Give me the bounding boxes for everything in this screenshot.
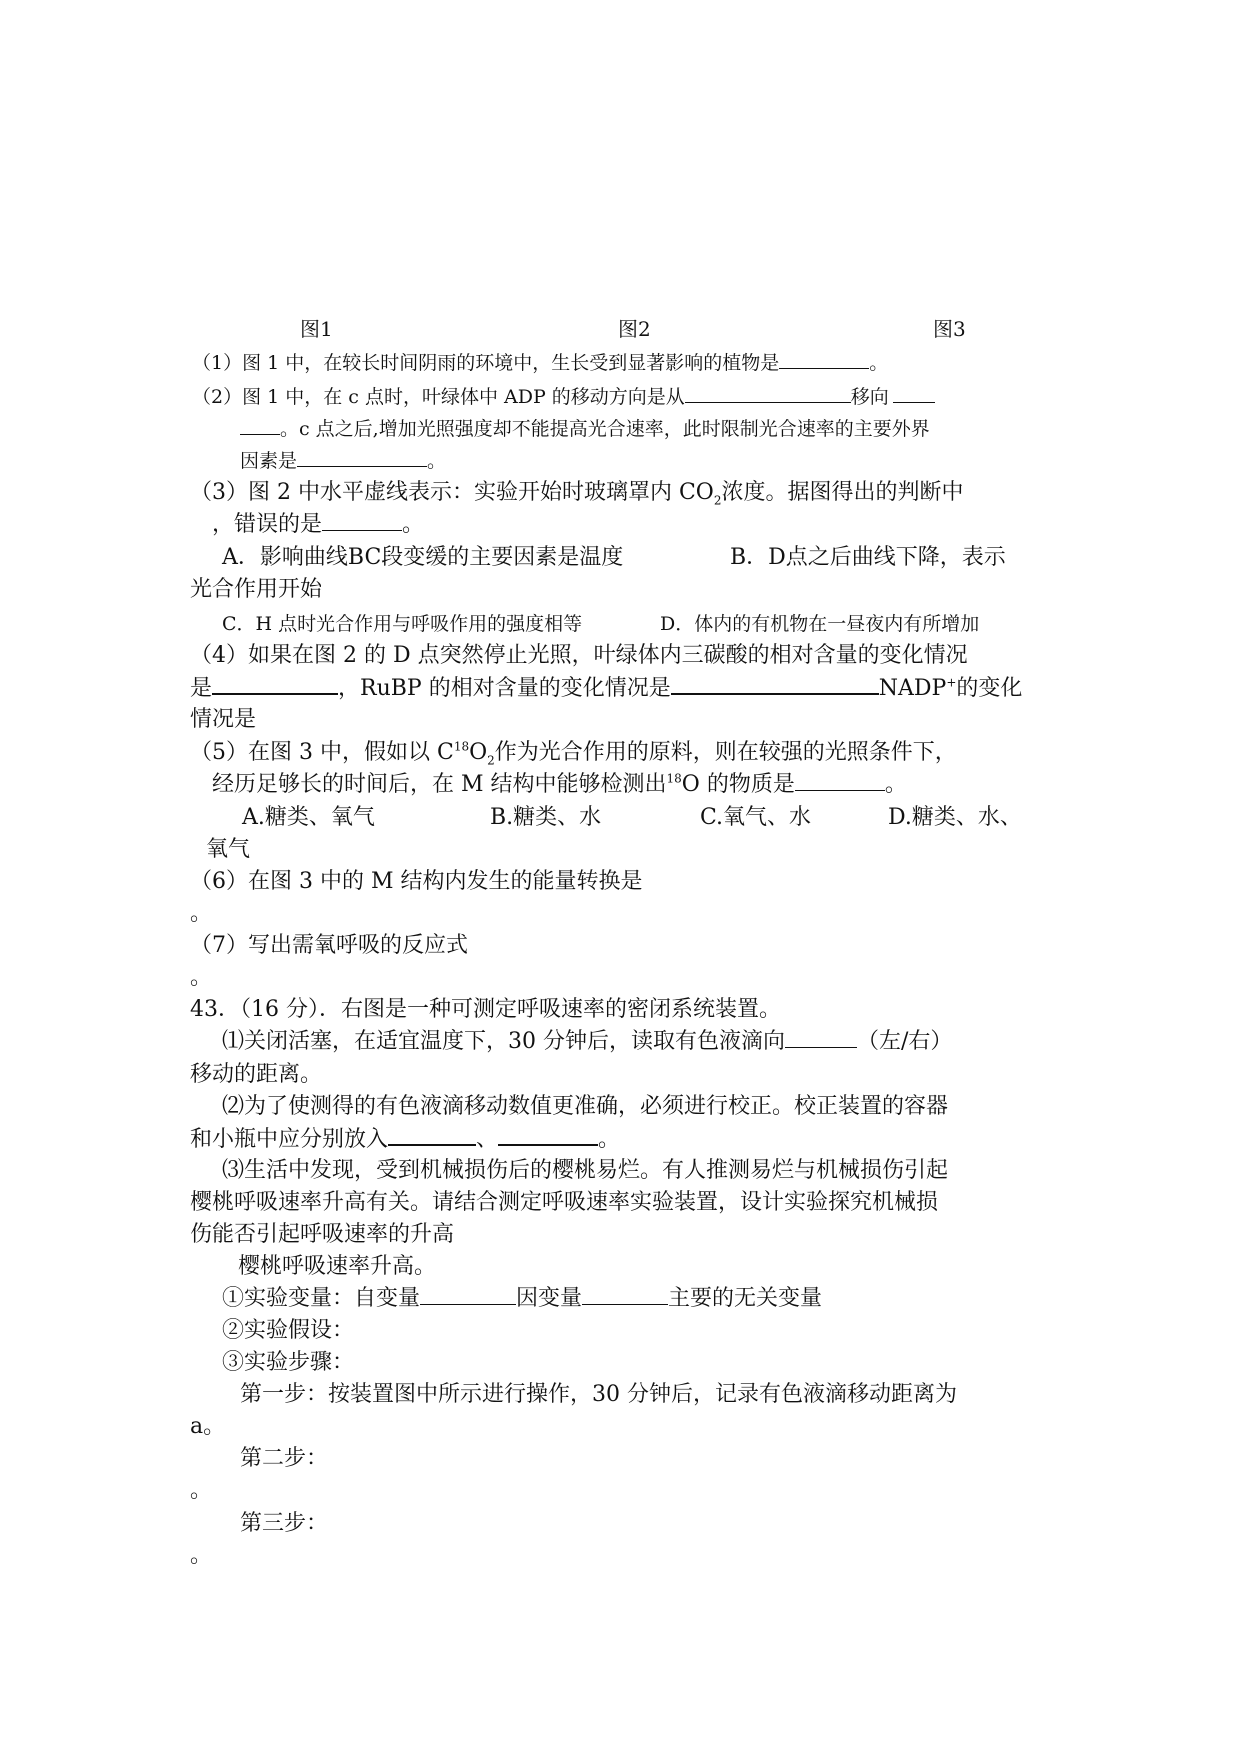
question-2-line-2 bbox=[240, 414, 930, 444]
q4-line2-d: 的变化 bbox=[956, 676, 1023, 701]
q5-option-a: A.糖类、氧气 bbox=[242, 805, 375, 830]
q3-option-c: C．H 点时光合作用与呼吸作用的强度相等 bbox=[222, 613, 583, 635]
q43-hypothesis: ②实验假设： bbox=[222, 1318, 355, 1343]
q43-part-1 bbox=[222, 1027, 952, 1057]
q5-option-c: C.氧气、水 bbox=[700, 805, 812, 830]
q43-p1-b: （左/右） bbox=[857, 1029, 953, 1054]
q43-p2-b: 和小瓶中应分别放入 bbox=[190, 1127, 389, 1152]
q43-v-b: 因变量 bbox=[516, 1286, 583, 1311]
q3-line1-b: 浓度。据图得出的判断中 bbox=[721, 480, 964, 505]
q2-line3-b: 。 bbox=[427, 450, 447, 472]
q5-line2-a: 经历足够长的时间后，在 M 结构中能够检测出 bbox=[212, 772, 667, 797]
q43-part-2: ⑵为了使测得的有色液滴移动数值更准确，必须进行校正。校正装置的容器 bbox=[222, 1094, 949, 1119]
q3-option-a: A．影响曲线BC段变缓的主要因素是温度 bbox=[222, 545, 624, 570]
q5-line1-a: （5）在图 3 中，假如以 C bbox=[190, 740, 454, 765]
q43-blank-dependent[interactable] bbox=[582, 1284, 668, 1305]
q2-blank-from[interactable] bbox=[685, 382, 851, 403]
question-5-line-2 bbox=[212, 770, 907, 800]
q3-option-b-cont: 光合作用开始 bbox=[190, 577, 323, 602]
q2-blank-to-b[interactable] bbox=[240, 414, 280, 435]
q4-blank-rubp[interactable] bbox=[671, 673, 879, 695]
q3-blank[interactable] bbox=[322, 510, 402, 531]
figure-2-label: 图2 bbox=[618, 317, 651, 341]
question-2-line-3 bbox=[240, 446, 446, 476]
q5-line2-b: O 的物质是 bbox=[681, 772, 795, 797]
q3-line1-sub: 2 bbox=[713, 493, 722, 508]
q5-option-d: D.糖类、水、 bbox=[888, 805, 1022, 830]
question-4-line-3: 情况是 bbox=[190, 707, 257, 732]
q3-option-d: D．体内的有机物在一昼夜内有所增加 bbox=[660, 613, 980, 635]
question-4-line-2 bbox=[190, 673, 1022, 704]
q5-line1-sup: 18 bbox=[453, 739, 470, 754]
q43-p2-c: 、 bbox=[476, 1127, 499, 1152]
q43-step-1-cont: a。 bbox=[190, 1414, 226, 1439]
q43-p2-d: 。 bbox=[598, 1127, 621, 1152]
question-2-line-1 bbox=[192, 382, 935, 412]
q2-line2-b: 。c 点之后,增加光照强度却不能提高光合速率，此时限制光合速率的主要外界 bbox=[280, 418, 930, 440]
figure-1-label: 图1 bbox=[300, 317, 333, 341]
question-5-line-1 bbox=[190, 738, 957, 768]
question-6: （6）在图 3 中的 M 结构内发生的能量转换是 bbox=[190, 869, 643, 894]
q43-v-a: ①实验变量：自变量 bbox=[222, 1286, 421, 1311]
q5-line1-sub: 2 bbox=[487, 753, 495, 768]
question-3-line-2 bbox=[212, 510, 424, 540]
q43-part-3-line-3: 伤能否引起呼吸速率的升高 bbox=[190, 1222, 455, 1247]
q1-blank[interactable] bbox=[779, 348, 869, 369]
q4-line2-a: 是 bbox=[190, 676, 213, 701]
q3-line2-a: ，错误的是 bbox=[212, 512, 323, 537]
q43-step-2-end: 。 bbox=[190, 1478, 213, 1503]
question-43-title: 43．（16 分）．右图是一种可测定呼吸速率的密闭系统装置。 bbox=[190, 997, 781, 1022]
q43-blank-direction[interactable] bbox=[785, 1027, 857, 1048]
q4-line2-c: NADP bbox=[878, 676, 947, 701]
q2-line3-a: 因素是 bbox=[240, 450, 298, 472]
q5-line2-sup: 18 bbox=[666, 771, 682, 786]
q5-blank[interactable] bbox=[795, 770, 885, 791]
question-7: （7）写出需氧呼吸的反应式 bbox=[190, 933, 468, 958]
question-4-line-1: （4）如果在图 2 的 D 点突然停止光照，叶绿体内三碳酸的相对含量的变化情况 bbox=[190, 643, 968, 668]
q4-line2-b: ，RuBP 的相对含量的变化情况是 bbox=[338, 676, 671, 701]
question-1 bbox=[192, 348, 888, 378]
q43-blank-independent[interactable] bbox=[420, 1284, 516, 1305]
q2-blank-factor[interactable] bbox=[297, 446, 427, 467]
q5-option-d-cont: 氧气 bbox=[206, 837, 251, 862]
q43-part-2-cont bbox=[190, 1124, 620, 1155]
q43-part-3-line-2: 樱桃呼吸速率升高有关。请结合测定呼吸速率实验装置，设计实验探究机械损 bbox=[190, 1190, 939, 1215]
q4-blank-c3[interactable] bbox=[212, 673, 338, 695]
q43-step-3: 第三步： bbox=[240, 1511, 329, 1536]
q2-line1-a: （2）图 1 中，在 c 点时，叶绿体中 ADP 的移动方向是从 bbox=[192, 386, 685, 408]
q3-line2-b: 。 bbox=[402, 512, 425, 537]
q43-part-3-line-1: ⑶生活中发现，受到机械损伤后的樱桃易烂。有人推测易烂与机械损伤引起 bbox=[222, 1158, 949, 1183]
q43-variables bbox=[222, 1284, 822, 1314]
q43-step-1: 第一步：按装置图中所示进行操作，30 分钟后，记录有色液滴移动距离为 bbox=[240, 1382, 957, 1407]
q5-line1-b: O bbox=[469, 740, 488, 765]
q5-option-b: B.糖类、水 bbox=[490, 805, 602, 830]
q3-line1-a: （3）图 2 中水平虚线表示：实验开始时玻璃罩内 CO bbox=[190, 480, 714, 505]
question-6-end: 。 bbox=[190, 901, 213, 926]
question-7-end: 。 bbox=[190, 965, 213, 990]
q2-blank-to-a[interactable] bbox=[893, 382, 935, 403]
q1-text: （1）图 1 中，在较长时间阴雨的环境中，生长受到显著影响的植物是 bbox=[192, 352, 780, 374]
q3-option-b: B．D点之后曲线下降，表示 bbox=[730, 545, 1006, 570]
q43-part-1-cont: 移动的距离。 bbox=[190, 1062, 323, 1087]
question-3-line-1 bbox=[190, 478, 964, 508]
q43-blank-bottle[interactable] bbox=[498, 1124, 598, 1146]
q43-p1-a: ⑴关闭活塞，在适宜温度下，30 分钟后，读取有色液滴向 bbox=[222, 1029, 785, 1054]
q43-step-2: 第二步： bbox=[240, 1446, 329, 1471]
q43-part-3-line-4: 樱桃呼吸速率升高。 bbox=[238, 1254, 437, 1279]
q43-blank-container[interactable] bbox=[388, 1124, 476, 1146]
figure-3-label: 图3 bbox=[933, 317, 966, 341]
q5-line1-c: 作为光合作用的原料，则在较强的光照条件下， bbox=[494, 740, 957, 765]
q4-line2-sup: + bbox=[946, 675, 957, 690]
q43-step-3-end: 。 bbox=[190, 1543, 213, 1568]
q1-end: 。 bbox=[869, 352, 889, 374]
q5-line2-c: 。 bbox=[884, 772, 907, 797]
q43-steps: ③实验步骤： bbox=[222, 1350, 355, 1375]
q43-v-c: 主要的无关变量 bbox=[668, 1286, 823, 1311]
q2-line1-b: 移向 bbox=[850, 386, 889, 408]
